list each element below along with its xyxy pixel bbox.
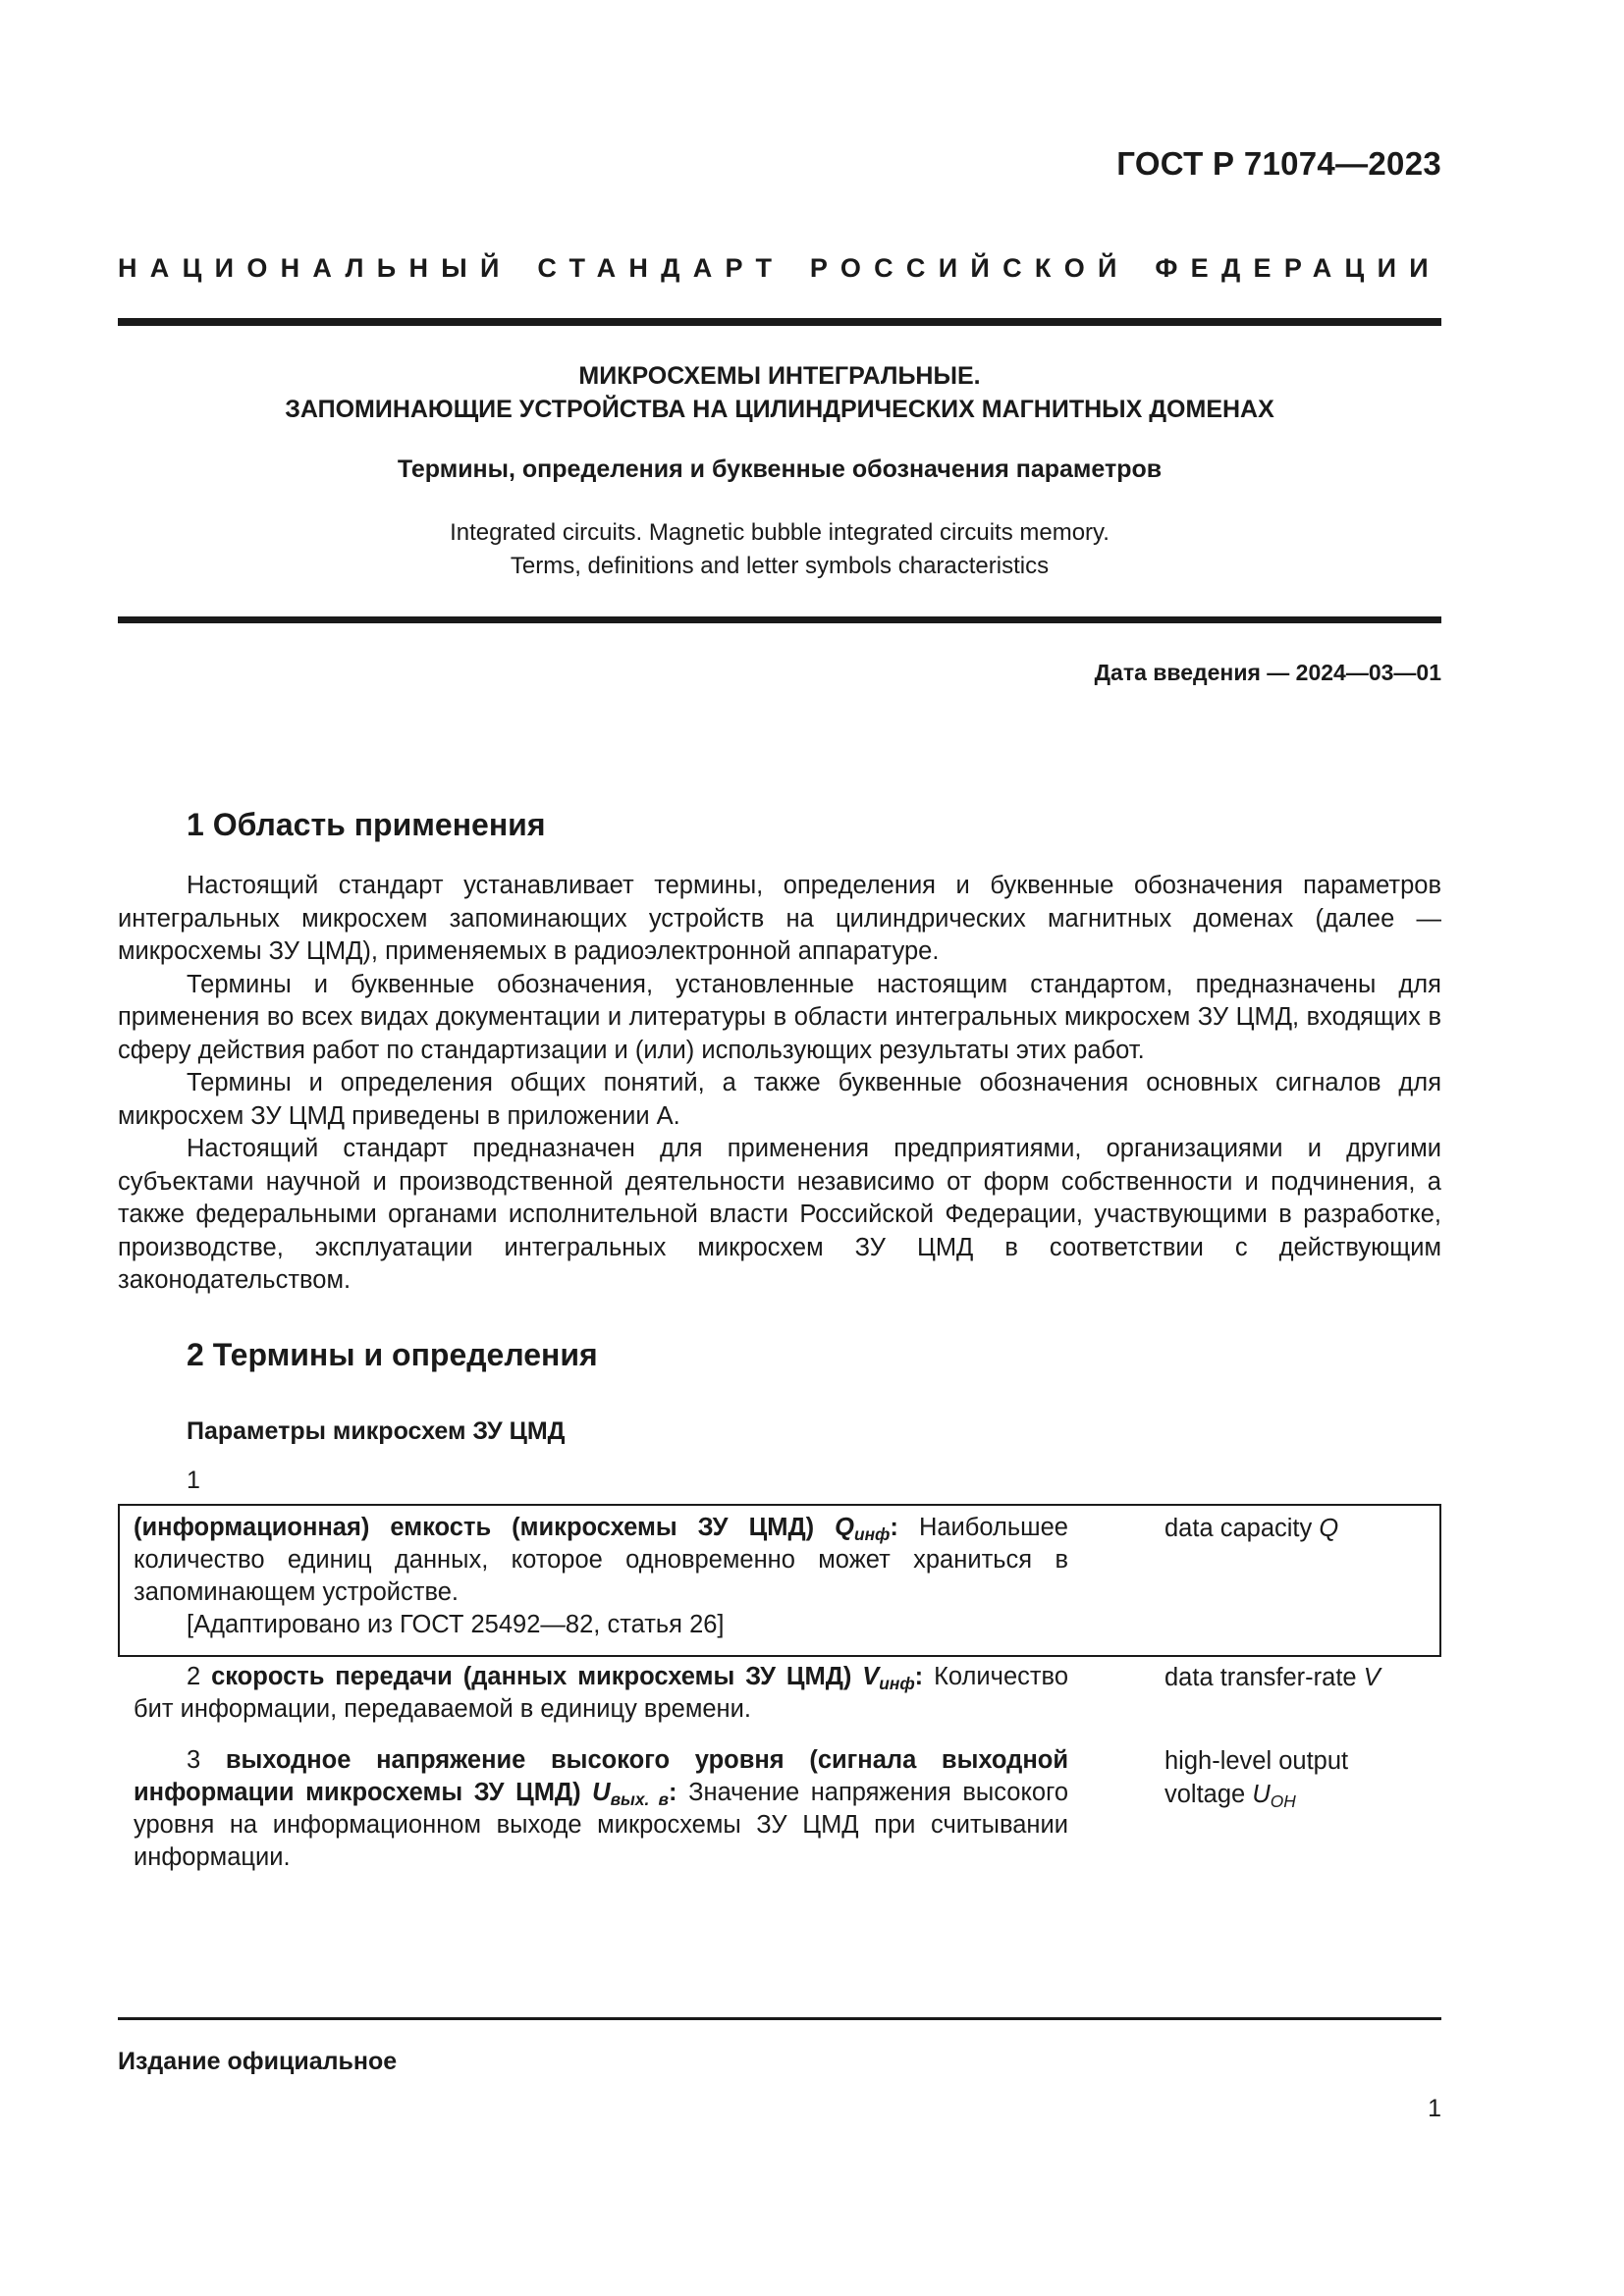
official-edition-label: Издание официальное	[118, 2048, 398, 2075]
term-2-symbol: $V_{инф}$	[862, 1663, 915, 1694]
section-1-body	[118, 870, 1441, 1298]
header-rule	[118, 318, 1441, 326]
title-line-1: МИКРОСХЕМЫ ИНТЕГРАЛЬНЫЕ.	[578, 362, 981, 390]
english-title	[118, 516, 1441, 583]
paragraph: Настоящий стандарт предназначен для применения предприятиями, организациями и другими субъектами научной и производственной деятельности независимо от форм собственности и подчинения, а также федеральными органами исполнительной власти Российской Федерации, участвующими в разработке, производстве, эксплуатации интегральных микросхем ЗУ ЦМД в соответствии с действующим законодательством.	[118, 1135, 1441, 1294]
term-3-text: Значение напряжения высокого уровня на информационном выходе микросхемы ЗУ ЦМД при считывании информации.	[134, 1779, 1069, 1871]
term-2-name: скорость передачи (данных микросхемы ЗУ ЦМД)	[211, 1663, 852, 1690]
footer-rule	[118, 2017, 1441, 2020]
term-2-definition: 2 скорость передачи (данных микросхемы ЗУ ЦМД) $V_{инф}$: Количество бит информации, передаваемой в единицу времени.	[134, 1663, 1069, 1723]
term-2-text: Количество бит информации, передаваемой в единицу времени.	[134, 1663, 1069, 1723]
document-subtitle: Термины, определения и буквенные обозначения параметров	[397, 455, 1163, 483]
term-2-english-name: data transfer-rate	[1164, 1664, 1357, 1691]
document-title	[118, 359, 1441, 426]
term-3-english-line-2: voltage	[1164, 1781, 1246, 1808]
term-1-definition: (информационная) емкость (микросхемы ЗУ ЦМД) $Q_{инф}$: Наибольшее количество единиц данных, которое одновременно может храниться в запоминающем устройстве. [Адаптировано из ГОСТ 25492—82, статья 26]	[134, 1512, 1068, 1641]
term-1-name: (информационная) емкость (микросхемы ЗУ ЦМД)	[134, 1514, 815, 1541]
term-1-source: [Адаптировано из ГОСТ 25492—82, статья 26]	[187, 1611, 725, 1638]
term-2-english	[1164, 1661, 1430, 1694]
term-1-english-symbol: Q	[1319, 1515, 1339, 1542]
term-3-english-line-1: high-level output	[1164, 1747, 1349, 1775]
term-1-text: Наибольшее количество единиц данных, которое одновременно может храниться в запоминающем устройстве.	[134, 1514, 1068, 1606]
term-2-number: 2	[187, 1663, 201, 1690]
english-title-line-2: Terms, definitions and letter symbols characteristics	[510, 553, 1050, 579]
paragraph: Термины и определения общих понятий, а также буквенные обозначения основных сигналов для микросхем ЗУ ЦМД приведены в приложении А.	[118, 1069, 1441, 1130]
term-3-name: выходное напряжение высокого уровня (сигнала выходной информации микросхемы ЗУ ЦМД)	[134, 1746, 1068, 1806]
term-3-definition: 3 выходное напряжение высокого уровня (сигнала выходной информации микросхемы ЗУ ЦМД) $U_{вых. в}$: Значение напряжения высокого уровня на информационном выходе микросхемы ЗУ ЦМД при считывании информации.	[134, 1746, 1069, 1871]
term-3-symbol: $U_{вых. в}$	[592, 1779, 670, 1810]
page-number: 1	[1428, 2095, 1441, 2122]
subsection-heading: Параметры микросхем ЗУ ЦМД	[187, 1417, 566, 1445]
term-1-number: 1	[187, 1467, 200, 1494]
term-3-english-symbol: $U_{OH}$	[1252, 1781, 1296, 1812]
introduction-date: Дата введения — 2024—03—01	[1094, 660, 1441, 685]
term-1-english	[1164, 1512, 1430, 1545]
title-rule	[118, 616, 1441, 623]
section-2-heading: 2 Термины и определения	[187, 1337, 598, 1372]
term-3-number: 3	[187, 1746, 201, 1774]
title-line-2: ЗАПОМИНАЮЩИЕ УСТРОЙСТВА НА ЦИЛИНДРИЧЕСКИХ МАГНИТНЫХ ДОМЕНАХ	[285, 396, 1274, 423]
term-1-symbol: $Q_{инф}$	[835, 1514, 891, 1545]
paragraph: Настоящий стандарт устанавливает термины, определения и буквенные обозначения параметров интегральных микросхем запоминающих устройств на цилиндрических магнитных доменах (далее — микросхемы ЗУ ЦМД), применяемых в радиоэлектронной аппаратуре.	[118, 872, 1441, 965]
standard-number: ГОСТ Р 71074—2023	[1116, 145, 1441, 182]
term-3-english	[1164, 1744, 1430, 1811]
term-2-english-symbol: V	[1363, 1664, 1380, 1691]
national-standard-title: НАЦИОНАЛЬНЫЙ СТАНДАРТ РОССИЙСКОЙ ФЕДЕРАЦИИ	[118, 253, 1441, 283]
paragraph: Термины и буквенные обозначения, установленные настоящим стандартом, предназначены для применения во всех видах документации и литературы в области интегральных микросхем ЗУ ЦМД, входящих в сферу действия работ по стандартизации и (или) использующих результаты этих работ.	[118, 970, 1441, 1064]
section-1-heading: 1 Область применения	[187, 807, 546, 842]
term-1-english-name: data capacity	[1164, 1515, 1313, 1542]
english-title-line-1: Integrated circuits. Magnetic bubble integrated circuits memory.	[450, 519, 1110, 546]
